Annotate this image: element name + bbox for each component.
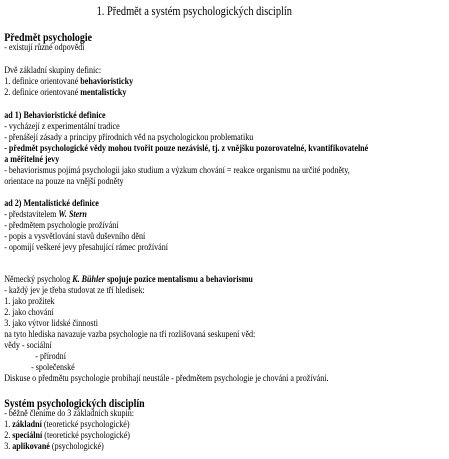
text-line-bold: - předmět psychologické vědy mohou tvořit pouze nezávislé, tj. z vnějšku pozorovatelné, kvantifikovatelné [4, 143, 369, 154]
text-span: 2. [4, 430, 13, 441]
text-line: - přírodní [35, 351, 66, 362]
section-heading-system: Systém psychologických disciplín [4, 396, 145, 410]
text-line: - běžně členíme do 3 základních skupin: [4, 408, 134, 419]
bold-text: spojuje pozice mentalismu a behaviorismu [104, 274, 253, 285]
text-line: orientace na pouze na vnější podněty [4, 176, 124, 187]
text-line [4, 77, 133, 87]
text-line: - společenské [31, 362, 75, 373]
text-line: na tyto hlediska navazuje vazba psychologie na tři rozlišovaná seskupení věd: [4, 329, 256, 340]
bold-term: aplikované [12, 441, 50, 452]
bold-term: speciální [12, 430, 43, 441]
text-line [4, 275, 253, 285]
text-span: (psychologické) [49, 441, 104, 452]
text-span: (teoretické psychologické) [41, 419, 130, 430]
subheading-behaviorist: ad 1) Behavioristické definice [4, 110, 106, 121]
text-span: (teoretické psychologické) [42, 430, 130, 441]
text-line: - přenášejí zásady a principy přírodních věd na psychologickou problematiku [4, 132, 254, 143]
text-line [4, 442, 104, 452]
text-line: - opomíjí veškeré jevy přesahující rámec prožívání [4, 242, 169, 253]
document-title: 1. Předmět a systém psychologických disciplín [96, 4, 293, 18]
bold-term: mentalisticky [80, 87, 127, 98]
text-line: Diskuse o předmětu psychologie probíhají neustále - předmětem psychologie je chování a prožívání. [4, 373, 329, 384]
text-span: - představitelem [4, 209, 59, 220]
text-line [4, 420, 129, 430]
text-line [4, 210, 87, 220]
text-line: 3. jako výtvor lidské činnosti [4, 318, 98, 329]
section-heading-subject: Předmět psychologie [4, 30, 92, 44]
italic-name: W. Stern [58, 209, 87, 220]
italic-name: K. Bühler [72, 274, 105, 285]
text-span: 2. definice orientované [4, 87, 81, 98]
text-line [4, 431, 130, 441]
text-line [4, 88, 126, 98]
text-span: 1. definice orientované [4, 76, 81, 87]
text-span: Německý psycholog [4, 274, 73, 285]
text-line: - vycházejí z experimentální tradice [4, 121, 120, 132]
text-line: vědy - sociální [4, 340, 52, 351]
text-line: - behaviorismus pojímá psychologii jako studium a výzkum chování = reakce organismu na určité podněty, [4, 165, 350, 176]
text-line-bold: a měřitelné jevy [4, 154, 60, 165]
text-line: 2. jako chování [4, 307, 54, 318]
text-line: - každý jev je třeba studovat ze tří hledisek: [4, 285, 145, 296]
bold-term: behavioristicky [80, 76, 134, 87]
bold-name [58, 209, 87, 220]
text-line: - existují různé odpovědi [4, 42, 85, 53]
bold-name [72, 274, 105, 285]
text-span: 1. [4, 419, 13, 430]
subheading-mentalist: ad 2) Mentalistické definice [4, 198, 99, 209]
text-span: 3. [4, 441, 13, 452]
text-line: Dvě základní skupiny definic: [4, 65, 102, 76]
text-line: - předmětem psychologie prožívání [4, 220, 119, 231]
text-line: 1. jako prožitek [4, 296, 55, 307]
text-line: - popis a vysvětlování stavů duševního dění [4, 231, 146, 242]
bold-term: základní [12, 419, 42, 430]
